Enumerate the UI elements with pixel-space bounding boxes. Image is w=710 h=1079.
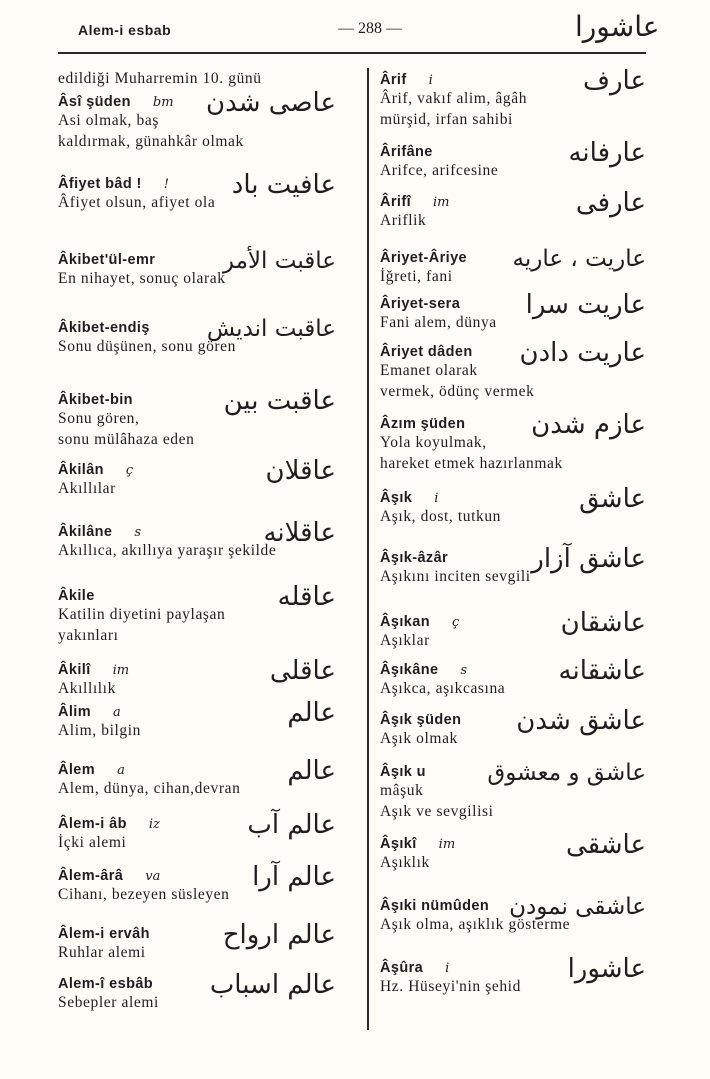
grammar-abbreviation: i xyxy=(428,73,433,88)
definition-line: İçki alemi xyxy=(58,834,127,851)
headword: Âriyet dâden xyxy=(380,344,473,360)
definition-line: Aşık ve sevgilisi xyxy=(380,803,494,820)
dictionary-entry xyxy=(380,608,646,651)
headword: Âkibet-bin xyxy=(58,392,133,408)
dictionary-entry xyxy=(380,246,646,287)
headword: Âşık şüden xyxy=(380,712,462,728)
definition-line: Aşık olma, aşıklık gösterme xyxy=(380,916,571,933)
definition-line: vermek, ödünç vermek xyxy=(380,383,535,400)
headword: Alem-î esbâb xyxy=(58,976,154,992)
dictionary-entry xyxy=(380,484,646,527)
definition-line: Hz. Hüseyi'nin şehid xyxy=(380,978,521,995)
grammar-abbreviation: i xyxy=(445,961,450,976)
definition-line: Sebepler alemi xyxy=(58,994,159,1011)
definition-line: Ruhlar alemi xyxy=(58,944,146,961)
dictionary-entry xyxy=(58,316,336,357)
arabic-script: عالم xyxy=(287,698,336,728)
headword: Âkilân xyxy=(58,462,104,478)
definition-line: Alem, dünya, cihan,devran xyxy=(58,780,241,797)
headword: Âlem-ârâ xyxy=(58,868,124,884)
grammar-abbreviation: bm xyxy=(152,95,174,110)
definition-line: Aşıklar xyxy=(380,632,430,649)
arabic-script: عازم شدن xyxy=(531,410,646,440)
grammar-abbreviation: im xyxy=(438,837,456,852)
arabic-script: عالم xyxy=(287,756,336,786)
arabic-script: عاشق xyxy=(579,484,646,514)
headword: Âriyet-Âriye xyxy=(380,250,467,266)
dictionary-entry xyxy=(380,544,646,587)
definition-line: Aşıkını inciten sevgili xyxy=(380,568,531,585)
dictionary-entry xyxy=(58,170,336,213)
arabic-script: عاقلانه xyxy=(263,518,336,548)
dictionary-entry xyxy=(58,582,336,646)
definition-line: Cihanı, bezeyen süsleyen xyxy=(58,886,230,903)
dictionary-entry xyxy=(58,920,336,963)
grammar-abbreviation: ç xyxy=(125,463,134,478)
definition-line: Emanet olarak xyxy=(380,362,478,379)
headword: Âşıkî xyxy=(380,836,417,852)
grammar-abbreviation: ! xyxy=(163,177,169,192)
dictionary-entry xyxy=(380,894,646,935)
definition-line: Ârif, vakıf alim, âgâh xyxy=(380,90,528,107)
arabic-script: عاشق شدن xyxy=(516,706,646,736)
dictionary-entry xyxy=(58,810,336,853)
grammar-abbreviation: iz xyxy=(148,817,160,832)
definition-line: Alim, bilgin xyxy=(58,722,141,739)
dictionary-entry xyxy=(58,518,336,561)
definition-line: yakınları xyxy=(58,627,119,644)
definition-line: Aşık, dost, tutkun xyxy=(380,508,502,525)
definition-line: Katilin diyetini paylaşan xyxy=(58,606,226,623)
arabic-script: عاقلى xyxy=(269,656,336,686)
definition-line: İğreti, fani xyxy=(380,268,453,285)
dictionary-entry xyxy=(380,830,646,873)
arabic-script: عاريت سرا xyxy=(525,290,646,320)
arabic-script: عاقلان xyxy=(265,456,336,486)
grammar-abbreviation: im xyxy=(112,663,130,678)
headword: Ârifî xyxy=(380,194,411,210)
definition-line: Âfiyet olsun, afiyet ola xyxy=(58,194,216,211)
headword: Âkibet-endiş xyxy=(58,320,150,336)
arabic-script: عارفانه xyxy=(568,138,646,168)
headword: Âşıkan xyxy=(380,614,430,630)
dictionary-entry xyxy=(58,862,336,905)
headword: Âzım şüden xyxy=(380,416,466,432)
arabic-script: عاصى شدن xyxy=(206,88,336,118)
definition-line: Fani alem, dünya xyxy=(380,314,497,331)
definition-line: Ariflik xyxy=(380,212,427,229)
arabic-script: عارفى xyxy=(575,188,646,218)
definition-line: kaldırmak, günahkâr olmak xyxy=(58,133,244,150)
headword: Âşık u xyxy=(380,764,426,780)
running-head-left: Alem-i esbab xyxy=(78,22,172,38)
definition-line: Aşık olmak xyxy=(380,730,458,747)
arabic-script: عاشق و معشوق xyxy=(487,760,646,786)
grammar-abbreviation: i xyxy=(434,491,439,506)
definition-line: sonu mülâhaza eden xyxy=(58,431,195,448)
dictionary-entry xyxy=(58,756,336,799)
headword: Âşık xyxy=(380,490,413,506)
definition-line: Sonu gören, xyxy=(58,410,140,427)
headword: Âşûra xyxy=(380,960,424,976)
grammar-abbreviation: va xyxy=(145,869,161,884)
right-column xyxy=(380,64,646,1024)
definition-line: hareket etmek hazırlanmak xyxy=(380,455,563,472)
dictionary-entry xyxy=(58,88,336,152)
dictionary-entry xyxy=(58,456,336,499)
headword: Âşıkâne xyxy=(380,662,439,678)
arabic-script: عالم آرا xyxy=(252,862,336,892)
arabic-script: عالم ارواح xyxy=(222,920,336,950)
dictionary-entry xyxy=(380,188,646,231)
dictionary-entry xyxy=(380,706,646,749)
definition-line: Arifce, arifcesine xyxy=(380,162,499,179)
dictionary-entry xyxy=(380,656,646,699)
dictionary-entry xyxy=(380,410,646,474)
dictionary-entry xyxy=(380,338,646,402)
dictionary-entry xyxy=(380,760,646,822)
headword: Ârif xyxy=(380,72,407,88)
dictionary-entry xyxy=(58,698,336,741)
arabic-script: عاشورا xyxy=(567,954,646,984)
header-rule xyxy=(58,52,646,54)
headword: Âşıki nümûden xyxy=(380,898,490,914)
arabic-script: عاقبت بين xyxy=(223,386,336,416)
page-header xyxy=(0,0,710,56)
headword: Âkibet'ül-emr xyxy=(58,252,156,268)
arabic-script: عاقله xyxy=(277,582,336,612)
headword: Âkile xyxy=(58,588,95,604)
running-head-right-arabic: عاشورا xyxy=(575,10,660,43)
headword: Âkilî xyxy=(58,662,91,678)
headword: Âlim xyxy=(58,704,92,720)
continuation-line: edildiği Muharremin 10. günü xyxy=(58,70,262,87)
arabic-script: عاشقانه xyxy=(558,656,646,686)
definition-line: Asi olmak, baş xyxy=(58,112,159,129)
dictionary-entry xyxy=(58,656,336,699)
headword: Âsî şüden xyxy=(58,94,131,110)
column-divider xyxy=(367,68,369,1030)
arabic-script: عاريت ، عاريه xyxy=(512,246,646,272)
grammar-abbreviation: ç xyxy=(451,615,460,630)
definition-line: Akıllılar xyxy=(58,480,116,497)
arabic-script: عاشق آزار xyxy=(531,544,646,574)
arabic-script: عاقبت الأمر xyxy=(222,248,336,274)
page-number: — 288 — xyxy=(338,20,402,37)
headword: Ârifâne xyxy=(380,144,433,160)
left-column xyxy=(58,64,336,1024)
headword: Âlem-i ervâh xyxy=(58,926,150,942)
arabic-script: عالم اسباب xyxy=(209,970,336,1000)
headword: Âlem-i âb xyxy=(58,816,127,832)
dictionary-entry xyxy=(58,386,336,450)
headword: Âkilâne xyxy=(58,524,113,540)
grammar-abbreviation: a xyxy=(117,763,125,778)
dictionary-entry xyxy=(380,66,646,130)
arabic-script: عالم آب xyxy=(247,810,336,840)
headword: Âriyet-sera xyxy=(380,296,461,312)
dictionary-entry xyxy=(380,290,646,333)
definition-line: mürşid, irfan sahibi xyxy=(380,111,513,128)
definition-line: Yola koyulmak, xyxy=(380,434,487,451)
definition-line: Sonu düşünen, sonu gören xyxy=(58,338,237,355)
definition-line: Aşıkca, aşıkcasına xyxy=(380,680,506,697)
arabic-script: عاريت دادن xyxy=(519,338,646,368)
headword: Âşık-âzâr xyxy=(380,550,449,566)
headword: Âfiyet bâd ! xyxy=(58,176,142,192)
arabic-script: عافيت باد xyxy=(231,170,336,200)
arabic-script: عاشقى نمودن xyxy=(509,894,646,920)
dictionary-entry xyxy=(380,138,646,181)
definition-line: Akıllılık xyxy=(58,680,116,697)
definition-line: Akıllıca, akıllıya yaraşır şekilde xyxy=(58,542,277,559)
grammar-abbreviation: s xyxy=(134,525,142,540)
grammar-abbreviation: a xyxy=(113,705,121,720)
arabic-script: عاشقان xyxy=(560,608,646,638)
dictionary-entry xyxy=(380,954,646,997)
dictionary-entry xyxy=(58,970,336,1013)
grammar-abbreviation: im xyxy=(433,195,450,210)
arabic-script: عارف xyxy=(583,66,646,96)
arabic-script: عاقبت انديش xyxy=(206,316,336,342)
grammar-abbreviation: s xyxy=(460,663,468,678)
arabic-script: عاشقى xyxy=(565,830,646,860)
definition-line: mâşuk xyxy=(380,782,424,799)
dictionary-entry xyxy=(58,248,336,289)
definition-line: En nihayet, sonuç olarak xyxy=(58,270,226,287)
definition-line: Aşıklık xyxy=(380,854,430,871)
headword: Âlem xyxy=(58,762,96,778)
